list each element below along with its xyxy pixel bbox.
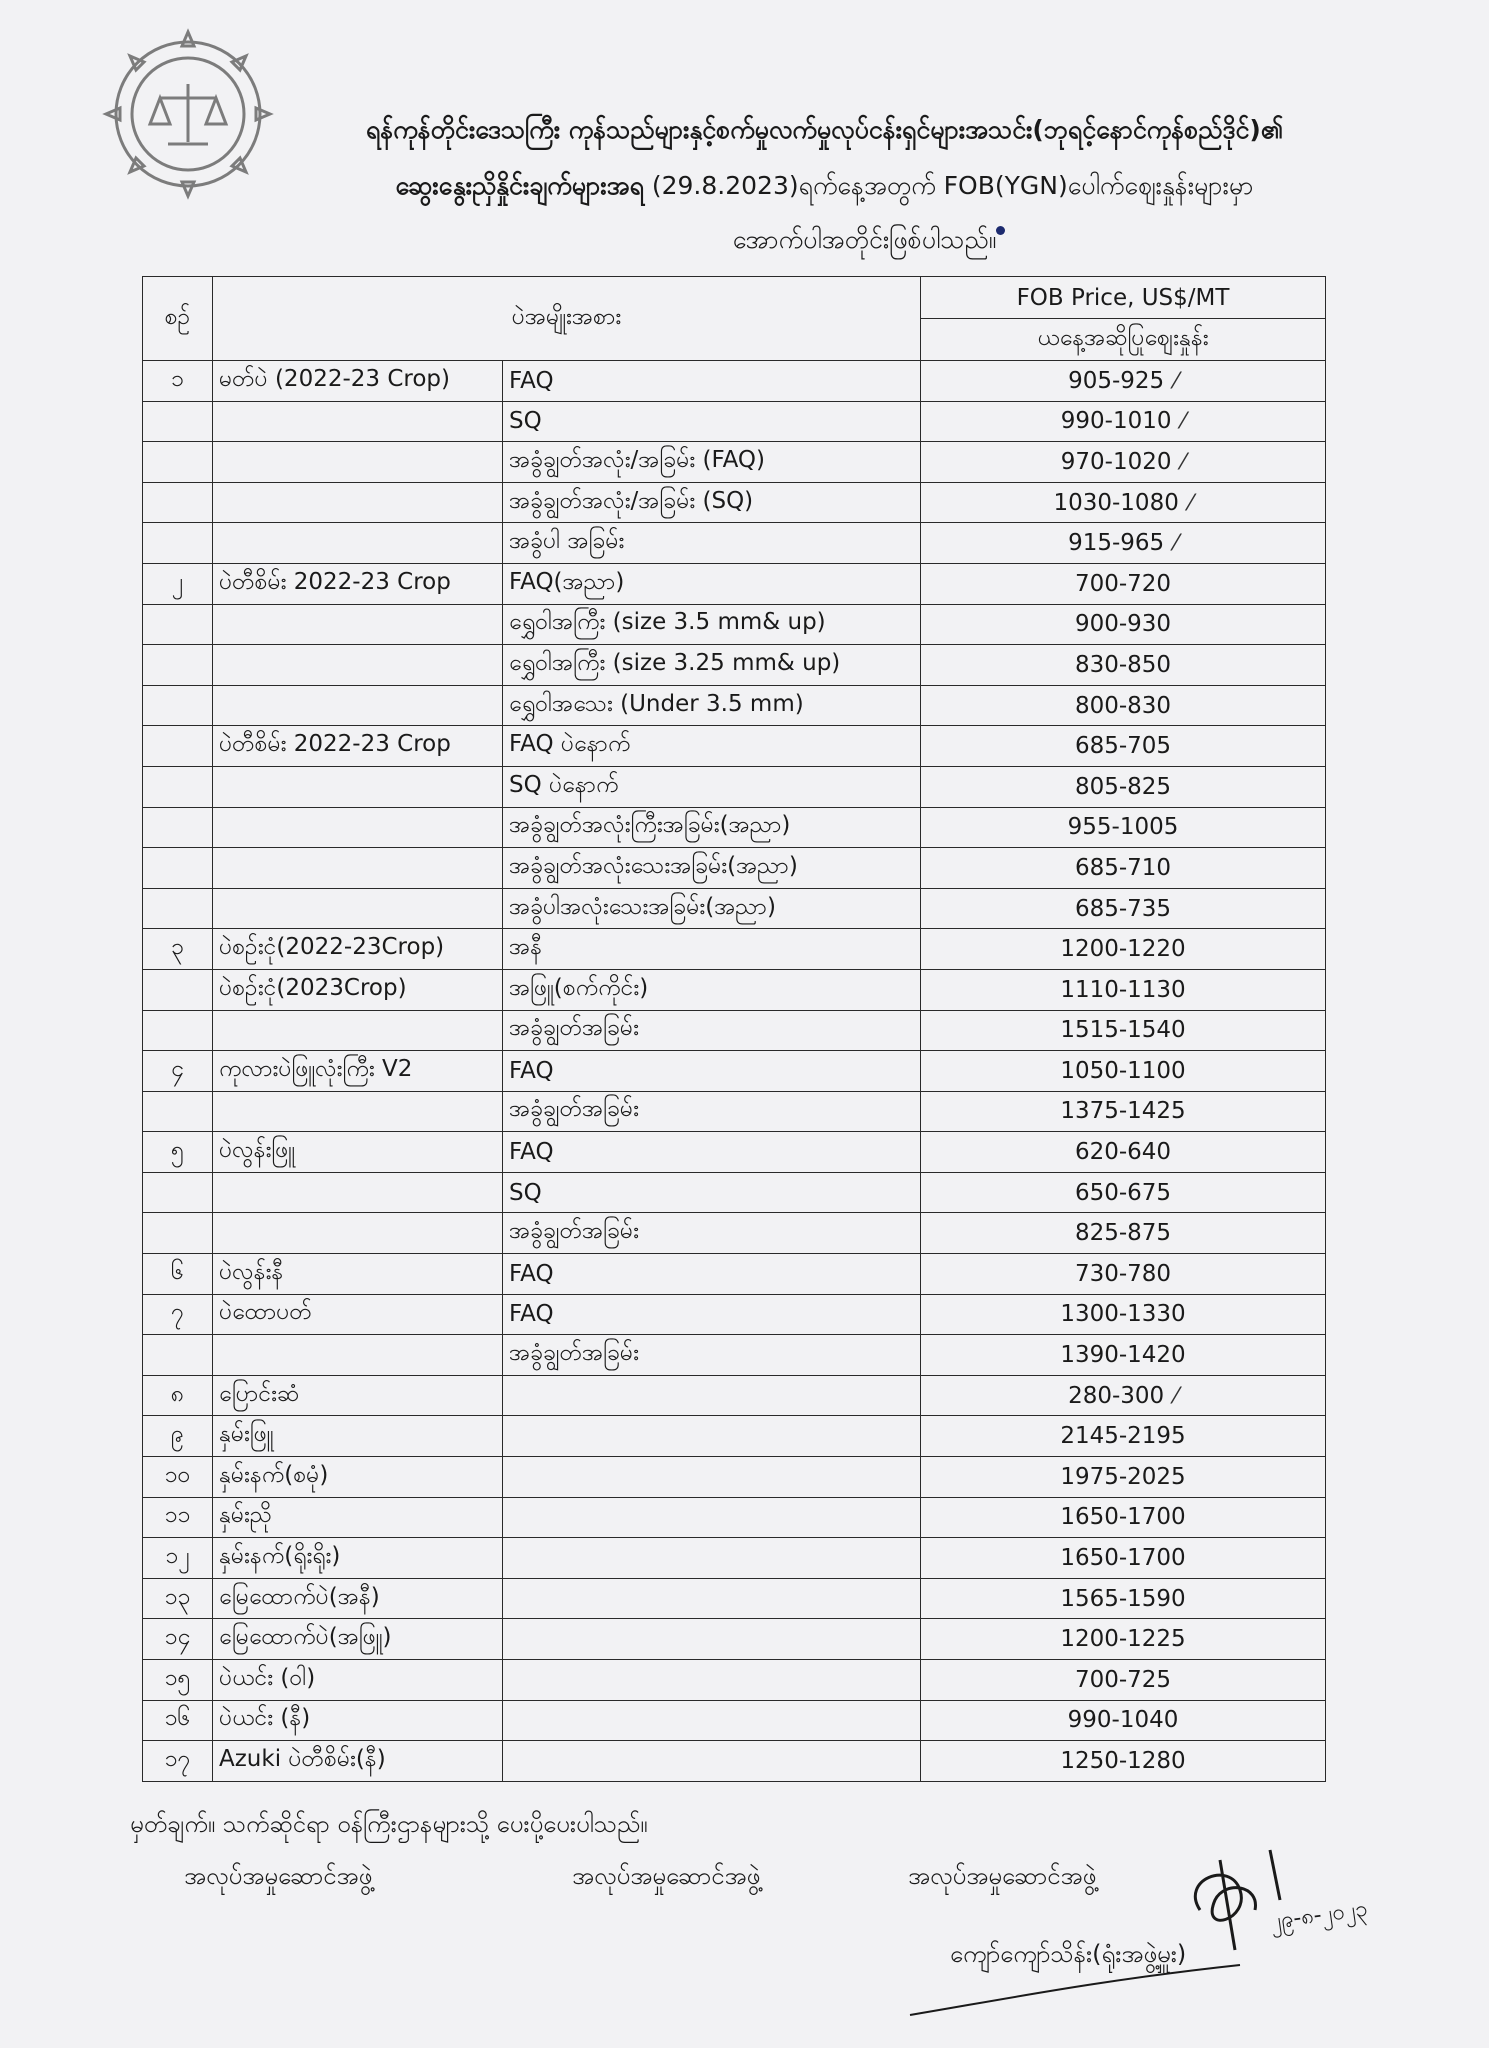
row-grade <box>503 1660 921 1701</box>
table-row <box>143 482 1326 523</box>
row-grade: SQ ပဲနောက် <box>503 766 921 807</box>
row-price-cell <box>921 1741 1326 1782</box>
row-serial-number: ၂ <box>143 563 213 604</box>
row-item-name: ပဲလွန်းနီ <box>213 1254 503 1295</box>
row-price: 1300-1330 <box>1060 1301 1186 1328</box>
row-serial-number <box>143 401 213 442</box>
row-price: 1515-1540 <box>1060 1017 1186 1044</box>
row-item-name: ပဲစဉ်းငုံ(2023Crop) <box>213 969 503 1010</box>
row-price: 990-1010 <box>1060 408 1172 435</box>
row-serial-number: ၁၂ <box>143 1538 213 1579</box>
row-price-cell <box>921 1213 1326 1254</box>
row-item-name: ပဲယင်း (နီ) <box>213 1700 503 1741</box>
table-row <box>143 726 1326 767</box>
table-row <box>143 442 1326 483</box>
row-grade <box>503 1578 921 1619</box>
table-row <box>143 1091 1326 1132</box>
row-grade: FAQ <box>503 1294 921 1335</box>
row-price-cell <box>921 1335 1326 1376</box>
table-row <box>143 361 1326 402</box>
check-mark-icon: ⁄ <box>1181 449 1186 475</box>
row-price: 1375-1425 <box>1060 1098 1186 1125</box>
row-serial-number: ၁၇ <box>143 1741 213 1782</box>
row-price: 990-1040 <box>1067 1707 1179 1734</box>
row-serial-number <box>143 1010 213 1051</box>
row-grade: အခွံချွတ်အခြမ်း <box>503 1010 921 1051</box>
row-price: 915-965 <box>1068 530 1165 557</box>
table-row <box>143 807 1326 848</box>
header-line-2-bold: ဆွေးနွေးညှိနှိုင်းချက်များအရ <box>395 171 644 200</box>
table-row <box>143 1416 1326 1457</box>
table-row <box>143 766 1326 807</box>
table-row <box>143 848 1326 889</box>
row-serial-number <box>143 807 213 848</box>
signer-2: အလုပ်အမှုဆောင်အဖွဲ့ <box>572 1862 761 1890</box>
row-price-cell <box>921 685 1326 726</box>
row-grade: FAQ <box>503 1132 921 1173</box>
row-grade <box>503 1619 921 1660</box>
row-grade: FAQ <box>503 1051 921 1092</box>
row-price: 1250-1280 <box>1060 1747 1186 1774</box>
row-grade: အခွံပါအလုံးသေးအခြမ်း(အညာ) <box>503 888 921 929</box>
row-price-cell <box>921 969 1326 1010</box>
row-price: 685-735 <box>1074 895 1172 922</box>
row-serial-number: ၁၁ <box>143 1497 213 1538</box>
row-grade: FAQ ပဲနောက် <box>503 726 921 767</box>
header-no: စဉ် <box>143 277 213 361</box>
row-price-cell <box>921 1091 1326 1132</box>
row-grade: ရွှေဝါအကြီး (size 3.25 mm& up) <box>503 645 921 686</box>
row-serial-number: ၃ <box>143 929 213 970</box>
row-serial-number <box>143 848 213 889</box>
row-serial-number <box>143 604 213 645</box>
row-item-name <box>213 482 503 523</box>
table-row <box>143 1172 1326 1213</box>
row-serial-number: ၁၅ <box>143 1660 213 1701</box>
row-price: 685-710 <box>1074 854 1172 881</box>
row-serial-number <box>143 523 213 564</box>
table-row <box>143 645 1326 686</box>
check-mark-icon: ⁄ <box>1174 531 1178 557</box>
row-price-cell <box>921 1497 1326 1538</box>
row-grade: အဖြူ(စက်ကိုင်း) <box>503 969 921 1010</box>
row-grade: FAQ <box>503 1254 921 1295</box>
row-grade <box>503 1375 921 1416</box>
row-price-cell <box>921 523 1326 564</box>
row-price: 2145-2195 <box>1060 1423 1186 1450</box>
row-price-cell <box>921 807 1326 848</box>
row-item-name <box>213 807 503 848</box>
table-row <box>143 1010 1326 1051</box>
row-grade: အခွံချွတ်အလုံး/အခြမ်း (SQ) <box>503 482 921 523</box>
table-row <box>143 1213 1326 1254</box>
row-serial-number <box>143 685 213 726</box>
row-serial-number <box>143 726 213 767</box>
row-serial-number: ၆ <box>143 1254 213 1295</box>
row-price: 1650-1700 <box>1060 1545 1186 1572</box>
table-row <box>143 1497 1326 1538</box>
row-item-name <box>213 1172 503 1213</box>
row-price-cell <box>921 1538 1326 1579</box>
row-price-cell <box>921 401 1326 442</box>
row-item-name <box>213 766 503 807</box>
row-price: 700-720 <box>1074 570 1172 597</box>
row-price: 1975-2025 <box>1060 1463 1186 1490</box>
row-grade <box>503 1741 921 1782</box>
table-row <box>143 1741 1326 1782</box>
row-grade <box>503 1457 921 1498</box>
signed-name: ကျော်ကျော်သိန်း(ရုံးအဖွဲ့မှူး) <box>950 1940 1187 1968</box>
check-mark-icon: ⁄ <box>1188 490 1193 516</box>
signature-underline-scrawl <box>900 1960 1260 2020</box>
price-table-body <box>143 361 1326 1782</box>
row-price-cell <box>921 482 1326 523</box>
row-price-cell <box>921 1254 1326 1295</box>
header-line-2 <box>80 168 1489 204</box>
row-item-name: ပဲစဉ်းငုံ(2022-23Crop) <box>213 929 503 970</box>
row-item-name: ပဲလွန်းဖြူ <box>213 1132 503 1173</box>
row-serial-number: ၁၆ <box>143 1700 213 1741</box>
row-grade: အခွံချွတ်အလုံး/အခြမ်း (FAQ) <box>503 442 921 483</box>
footer-note: မှတ်ချက်။ သက်ဆိုင်ရာ ဝန်ကြီးဌာနများသို့ ပေးပို့ပေးပါသည်။ <box>130 1810 648 1838</box>
row-price: 700-725 <box>1074 1666 1172 1693</box>
row-serial-number: ၄ <box>143 1051 213 1092</box>
row-price: 685-705 <box>1074 733 1172 760</box>
row-serial-number <box>143 442 213 483</box>
row-price: 900-930 <box>1074 611 1172 638</box>
table-row <box>143 1660 1326 1701</box>
table-row <box>143 1335 1326 1376</box>
row-price-cell <box>921 1294 1326 1335</box>
row-price: 1650-1700 <box>1060 1504 1186 1531</box>
row-serial-number: ၁၀ <box>143 1457 213 1498</box>
row-price-cell <box>921 1375 1326 1416</box>
row-grade: အခွံချွတ်အခြမ်း <box>503 1091 921 1132</box>
row-grade: အနီ <box>503 929 921 970</box>
table-row <box>143 1254 1326 1295</box>
row-serial-number <box>143 645 213 686</box>
row-price: 1110-1130 <box>1060 976 1186 1003</box>
row-grade: FAQ <box>503 361 921 402</box>
row-price: 1565-1590 <box>1060 1585 1186 1612</box>
header-line-3-text: အောက်ပါအတိုင်းဖြစ်ပါသည်။ <box>732 225 997 254</box>
row-price: 800-830 <box>1074 692 1172 719</box>
row-price: 805-825 <box>1074 773 1172 800</box>
header-line-1-text: ရန်ကုန်တိုင်းဒေသကြီး ကုန်သည်များနှင့်စက်မှုလက်မှုလုပ်ငန်းရှင်များအသင်း(ဘုရင့်နောင်ကုန်စည်ဒိုင်)၏ <box>365 115 1284 144</box>
row-price-cell <box>921 726 1326 767</box>
row-item-name: မြေထောက်ပဲ(အနီ) <box>213 1578 503 1619</box>
row-grade <box>503 1538 921 1579</box>
row-price-cell <box>921 442 1326 483</box>
row-item-name: နှမ်းညို <box>213 1497 503 1538</box>
row-serial-number: ၉ <box>143 1416 213 1457</box>
row-grade <box>503 1497 921 1538</box>
table-row <box>143 1051 1326 1092</box>
row-price: 620-640 <box>1074 1139 1172 1166</box>
row-item-name <box>213 888 503 929</box>
header-line-2-rest: (29.8.2023)ရက်နေ့အတွက် FOB(YGN)ပေါက်ဈေးနှုန်းများမှာ <box>643 171 1254 200</box>
row-serial-number <box>143 766 213 807</box>
table-row <box>143 685 1326 726</box>
table-row <box>143 401 1326 442</box>
row-serial-number: ၁ <box>143 361 213 402</box>
row-grade: အခွံချွတ်အလုံးသေးအခြမ်း(အညာ) <box>503 848 921 889</box>
row-item-name <box>213 523 503 564</box>
row-item-name: နှမ်းဖြူ <box>213 1416 503 1457</box>
row-price: 650-675 <box>1074 1179 1172 1206</box>
row-serial-number <box>143 1335 213 1376</box>
row-price: 955-1005 <box>1067 814 1179 841</box>
row-item-name <box>213 848 503 889</box>
row-price: 280-300 <box>1068 1382 1165 1409</box>
row-price-cell <box>921 1051 1326 1092</box>
table-row <box>143 523 1326 564</box>
row-serial-number: ၁၃ <box>143 1578 213 1619</box>
row-price: 1200-1220 <box>1060 936 1186 963</box>
signer-1: အလုပ်အမှုဆောင်အဖွဲ့ <box>184 1862 373 1890</box>
table-row <box>143 1375 1326 1416</box>
row-grade: အခွံချွတ်အလုံးကြီးအခြမ်း(အညာ) <box>503 807 921 848</box>
table-row <box>143 563 1326 604</box>
row-item-name: ပဲယင်း (ဝါ) <box>213 1660 503 1701</box>
row-price: 1030-1080 <box>1053 489 1179 516</box>
table-row <box>143 1457 1326 1498</box>
row-price-cell <box>921 1172 1326 1213</box>
table-row <box>143 1619 1326 1660</box>
ink-dot-mark <box>996 226 1005 235</box>
row-price: 730-780 <box>1074 1260 1172 1287</box>
row-item-name <box>213 401 503 442</box>
row-serial-number <box>143 969 213 1010</box>
table-row <box>143 969 1326 1010</box>
table-row <box>143 1538 1326 1579</box>
row-price-cell <box>921 766 1326 807</box>
row-price-cell <box>921 1660 1326 1701</box>
row-price-cell <box>921 361 1326 402</box>
row-grade: အခွံချွတ်အခြမ်း <box>503 1335 921 1376</box>
header-item: ပဲအမျိုးအစား <box>213 277 921 361</box>
row-price: 1390-1420 <box>1060 1342 1186 1369</box>
row-price-cell <box>921 848 1326 889</box>
row-price-cell <box>921 645 1326 686</box>
row-price-cell <box>921 1619 1326 1660</box>
table-row <box>143 1700 1326 1741</box>
row-item-name: ပဲတီစိမ်း 2022-23 Crop <box>213 563 503 604</box>
row-price: 905-925 <box>1068 367 1165 394</box>
row-price: 970-1020 <box>1060 448 1172 475</box>
row-price-cell <box>921 1457 1326 1498</box>
row-item-name <box>213 645 503 686</box>
row-grade: SQ <box>503 1172 921 1213</box>
row-price-cell <box>921 929 1326 970</box>
header-price-top: FOB Price, US$/MT <box>921 277 1326 319</box>
row-serial-number <box>143 1172 213 1213</box>
row-grade: အခွံပါ အခြမ်း <box>503 523 921 564</box>
signature-date: ၂၉-၈-၂၀၂၃ <box>1268 1896 1370 1935</box>
row-item-name: ကုလားပဲဖြူလုံးကြီး V2 <box>213 1051 503 1092</box>
row-price: 825-875 <box>1074 1220 1172 1247</box>
row-item-name: မတ်ပဲ (2022-23 Crop) <box>213 361 503 402</box>
row-item-name: ပြောင်းဆံ <box>213 1375 503 1416</box>
row-item-name <box>213 1010 503 1051</box>
row-serial-number <box>143 1091 213 1132</box>
check-mark-icon: ⁄ <box>1174 368 1178 394</box>
row-grade: FAQ(အညာ) <box>503 563 921 604</box>
row-grade <box>503 1416 921 1457</box>
table-row <box>143 929 1326 970</box>
row-item-name: ပဲထောပတ် <box>213 1294 503 1335</box>
row-price-cell <box>921 1132 1326 1173</box>
row-serial-number: ၅ <box>143 1132 213 1173</box>
row-grade <box>503 1700 921 1741</box>
row-grade: ရွှေဝါအသေး (Under 3.5 mm) <box>503 685 921 726</box>
row-price-cell <box>921 604 1326 645</box>
check-mark-icon: ⁄ <box>1174 1383 1178 1409</box>
row-item-name: နှမ်းနက်(ရိုးရိုး) <box>213 1538 503 1579</box>
row-serial-number <box>143 1213 213 1254</box>
fob-price-table <box>142 276 1326 1782</box>
row-item-name: ပဲတီစိမ်း 2022-23 Crop <box>213 726 503 767</box>
table-row <box>143 604 1326 645</box>
row-price-cell <box>921 888 1326 929</box>
table-row <box>143 888 1326 929</box>
row-item-name <box>213 1335 503 1376</box>
row-item-name <box>213 685 503 726</box>
row-price: 830-850 <box>1074 651 1172 678</box>
check-mark-icon: ⁄ <box>1181 409 1186 435</box>
row-serial-number: ၇ <box>143 1294 213 1335</box>
row-serial-number: ၁၄ <box>143 1619 213 1660</box>
row-item-name <box>213 1213 503 1254</box>
row-price-cell <box>921 1416 1326 1457</box>
row-grade: SQ <box>503 401 921 442</box>
table-row <box>143 1294 1326 1335</box>
row-serial-number: ၈ <box>143 1375 213 1416</box>
row-grade: ရွှေဝါအကြီး (size 3.5 mm& up) <box>503 604 921 645</box>
row-price-cell <box>921 563 1326 604</box>
row-item-name: မြေထောက်ပဲ(အဖြူ) <box>213 1619 503 1660</box>
row-serial-number <box>143 888 213 929</box>
signer-3: အလုပ်အမှုဆောင်အဖွဲ့ <box>908 1862 1097 1890</box>
row-price: 1050-1100 <box>1060 1057 1186 1084</box>
table-row <box>143 1132 1326 1173</box>
row-price-cell <box>921 1700 1326 1741</box>
header-line-1 <box>80 112 1489 148</box>
row-grade: အခွံချွတ်အခြမ်း <box>503 1213 921 1254</box>
row-item-name <box>213 604 503 645</box>
row-serial-number <box>143 482 213 523</box>
table-row <box>143 1578 1326 1619</box>
header-line-3 <box>120 222 1489 258</box>
row-price-cell <box>921 1578 1326 1619</box>
header-price-sub: ယနေ့အဆိုပြုဈေးနှုန်း <box>921 319 1326 361</box>
row-item-name: နှမ်းနက်(စမုံ) <box>213 1457 503 1498</box>
row-item-name: Azuki ပဲတီစိမ်း(နီ) <box>213 1741 503 1782</box>
row-item-name <box>213 1091 503 1132</box>
row-price-cell <box>921 1010 1326 1051</box>
row-item-name <box>213 442 503 483</box>
row-price: 1200-1225 <box>1060 1626 1186 1653</box>
